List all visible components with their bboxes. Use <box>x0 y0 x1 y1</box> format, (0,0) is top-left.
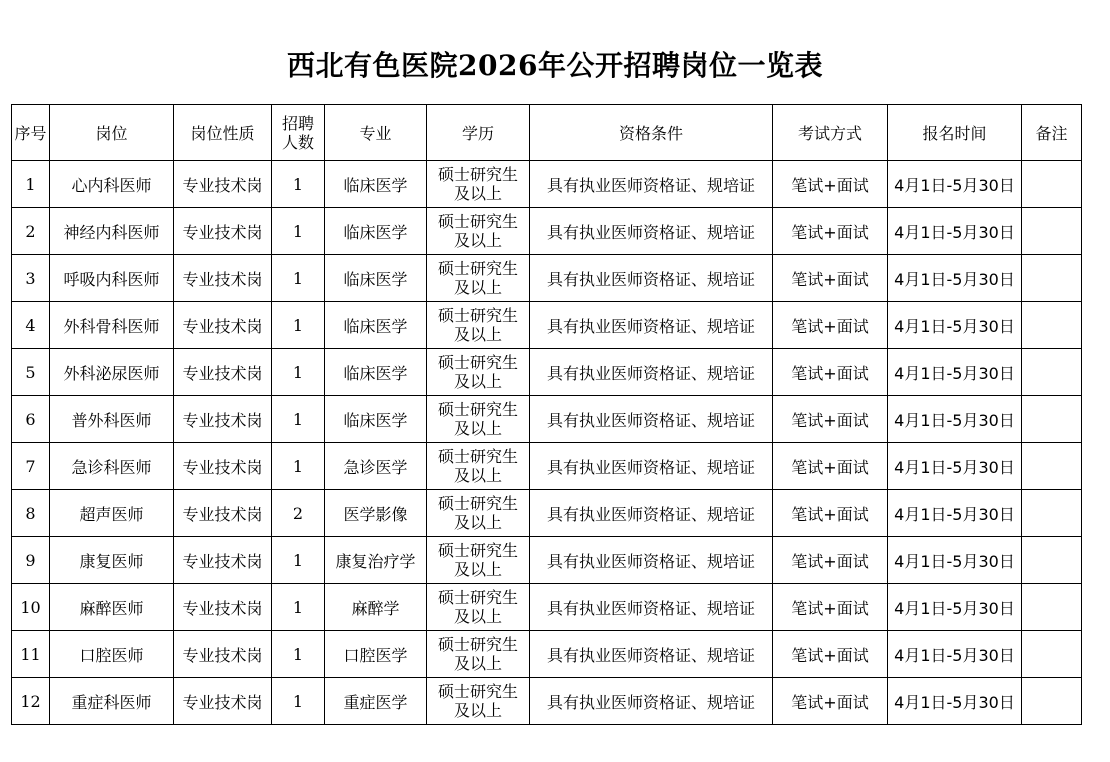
cell-education-line2: 及以上 <box>453 372 502 391</box>
cell-education-line1: 硕士研究生 <box>437 165 518 184</box>
cell-education <box>427 396 530 443</box>
cell-major: 康复治疗学 <box>325 537 427 584</box>
cell-major: 临床医学 <box>325 349 427 396</box>
cell-no: 10 <box>12 584 50 631</box>
cell-remarks <box>1022 443 1082 490</box>
cell-education-line1: 硕士研究生 <box>437 306 518 325</box>
cell-education-line2: 及以上 <box>453 278 502 297</box>
cell-position: 康复医师 <box>50 537 174 584</box>
cell-remarks <box>1022 631 1082 678</box>
cell-education-line2: 及以上 <box>453 560 502 579</box>
cell-registration: 4月1日-5月30日 <box>888 678 1022 725</box>
table-row <box>12 631 1082 678</box>
cell-position: 神经内科医师 <box>50 208 174 255</box>
cell-no: 5 <box>12 349 50 396</box>
cell-major: 急诊医学 <box>325 443 427 490</box>
cell-no: 1 <box>12 161 50 208</box>
table-row <box>12 678 1082 725</box>
cell-nature: 专业技术岗 <box>174 396 272 443</box>
cell-exam: 笔试+面试 <box>773 255 888 302</box>
cell-count: 1 <box>272 349 325 396</box>
header-count-line2: 人数 <box>281 132 314 152</box>
cell-education-line1: 硕士研究生 <box>437 400 518 419</box>
cell-no: 9 <box>12 537 50 584</box>
cell-position: 重症科医师 <box>50 678 174 725</box>
cell-count: 1 <box>272 537 325 584</box>
cell-education <box>427 255 530 302</box>
cell-exam: 笔试+面试 <box>773 537 888 584</box>
cell-position: 超声医师 <box>50 490 174 537</box>
cell-remarks <box>1022 396 1082 443</box>
cell-no: 4 <box>12 302 50 349</box>
cell-qualification: 具有执业医师资格证、规培证 <box>530 349 773 396</box>
cell-education <box>427 537 530 584</box>
cell-education-line2: 及以上 <box>453 513 502 532</box>
cell-nature: 专业技术岗 <box>174 537 272 584</box>
cell-education <box>427 443 530 490</box>
cell-position: 急诊科医师 <box>50 443 174 490</box>
cell-major: 临床医学 <box>325 396 427 443</box>
cell-nature: 专业技术岗 <box>174 584 272 631</box>
positions-table <box>11 104 1082 725</box>
header-registration: 报名时间 <box>888 105 1022 161</box>
cell-major: 医学影像 <box>325 490 427 537</box>
cell-education-line1: 硕士研究生 <box>437 635 518 654</box>
table-row <box>12 349 1082 396</box>
cell-education <box>427 349 530 396</box>
cell-remarks <box>1022 208 1082 255</box>
cell-education <box>427 678 530 725</box>
cell-education-line2: 及以上 <box>453 184 502 203</box>
cell-education <box>427 584 530 631</box>
cell-education-line1: 硕士研究生 <box>437 541 518 560</box>
cell-major: 麻醉学 <box>325 584 427 631</box>
cell-remarks <box>1022 349 1082 396</box>
cell-registration: 4月1日-5月30日 <box>888 302 1022 349</box>
table-header-row <box>12 105 1082 161</box>
cell-education-line1: 硕士研究生 <box>437 353 518 372</box>
cell-no: 7 <box>12 443 50 490</box>
cell-qualification: 具有执业医师资格证、规培证 <box>530 208 773 255</box>
cell-major: 临床医学 <box>325 302 427 349</box>
table-row <box>12 302 1082 349</box>
table-row <box>12 208 1082 255</box>
cell-qualification: 具有执业医师资格证、规培证 <box>530 631 773 678</box>
cell-no: 6 <box>12 396 50 443</box>
cell-registration: 4月1日-5月30日 <box>888 349 1022 396</box>
cell-nature: 专业技术岗 <box>174 631 272 678</box>
cell-qualification: 具有执业医师资格证、规培证 <box>530 161 773 208</box>
cell-remarks <box>1022 255 1082 302</box>
cell-qualification: 具有执业医师资格证、规培证 <box>530 584 773 631</box>
cell-exam: 笔试+面试 <box>773 584 888 631</box>
cell-count: 1 <box>272 584 325 631</box>
table-body <box>12 161 1082 725</box>
cell-nature: 专业技术岗 <box>174 208 272 255</box>
cell-registration: 4月1日-5月30日 <box>888 631 1022 678</box>
cell-education-line2: 及以上 <box>453 325 502 344</box>
cell-exam: 笔试+面试 <box>773 678 888 725</box>
cell-remarks <box>1022 537 1082 584</box>
table-row <box>12 490 1082 537</box>
cell-exam: 笔试+面试 <box>773 302 888 349</box>
cell-education-line2: 及以上 <box>453 231 502 250</box>
cell-education-line2: 及以上 <box>453 654 502 673</box>
cell-major: 临床医学 <box>325 255 427 302</box>
cell-major: 口腔医学 <box>325 631 427 678</box>
table-row <box>12 255 1082 302</box>
cell-nature: 专业技术岗 <box>174 302 272 349</box>
cell-registration: 4月1日-5月30日 <box>888 255 1022 302</box>
cell-education <box>427 208 530 255</box>
cell-qualification: 具有执业医师资格证、规培证 <box>530 302 773 349</box>
cell-qualification: 具有执业医师资格证、规培证 <box>530 490 773 537</box>
cell-position: 麻醉医师 <box>50 584 174 631</box>
cell-position: 口腔医师 <box>50 631 174 678</box>
cell-registration: 4月1日-5月30日 <box>888 584 1022 631</box>
cell-nature: 专业技术岗 <box>174 678 272 725</box>
table-row <box>12 396 1082 443</box>
cell-exam: 笔试+面试 <box>773 490 888 537</box>
cell-count: 1 <box>272 255 325 302</box>
cell-education-line1: 硕士研究生 <box>437 259 518 278</box>
cell-registration: 4月1日-5月30日 <box>888 396 1022 443</box>
header-no: 序号 <box>12 105 50 161</box>
table-row <box>12 584 1082 631</box>
header-count-line1: 招聘 <box>281 113 314 133</box>
cell-registration: 4月1日-5月30日 <box>888 208 1022 255</box>
cell-nature: 专业技术岗 <box>174 443 272 490</box>
cell-registration: 4月1日-5月30日 <box>888 537 1022 584</box>
cell-exam: 笔试+面试 <box>773 396 888 443</box>
cell-major: 临床医学 <box>325 161 427 208</box>
header-major: 专业 <box>325 105 427 161</box>
cell-education-line1: 硕士研究生 <box>437 212 518 231</box>
table-row <box>12 161 1082 208</box>
cell-remarks <box>1022 490 1082 537</box>
cell-education-line2: 及以上 <box>453 701 502 720</box>
header-remarks: 备注 <box>1022 105 1082 161</box>
cell-exam: 笔试+面试 <box>773 349 888 396</box>
cell-no: 2 <box>12 208 50 255</box>
header-qualification: 资格条件 <box>530 105 773 161</box>
cell-major: 重症医学 <box>325 678 427 725</box>
cell-education <box>427 490 530 537</box>
cell-remarks <box>1022 678 1082 725</box>
cell-no: 3 <box>12 255 50 302</box>
cell-position: 呼吸内科医师 <box>50 255 174 302</box>
cell-qualification: 具有执业医师资格证、规培证 <box>530 678 773 725</box>
cell-count: 1 <box>272 443 325 490</box>
cell-count: 1 <box>272 396 325 443</box>
cell-education-line1: 硕士研究生 <box>437 447 518 466</box>
header-count <box>272 105 325 161</box>
cell-registration: 4月1日-5月30日 <box>888 161 1022 208</box>
cell-remarks <box>1022 584 1082 631</box>
cell-position: 外科泌尿医师 <box>50 349 174 396</box>
cell-position: 心内科医师 <box>50 161 174 208</box>
cell-position: 外科骨科医师 <box>50 302 174 349</box>
header-exam: 考试方式 <box>773 105 888 161</box>
header-position: 岗位 <box>50 105 174 161</box>
cell-major: 临床医学 <box>325 208 427 255</box>
cell-education <box>427 161 530 208</box>
cell-qualification: 具有执业医师资格证、规培证 <box>530 537 773 584</box>
cell-no: 11 <box>12 631 50 678</box>
cell-count: 1 <box>272 631 325 678</box>
cell-nature: 专业技术岗 <box>174 349 272 396</box>
cell-education-line1: 硕士研究生 <box>437 588 518 607</box>
cell-remarks <box>1022 302 1082 349</box>
table-row <box>12 537 1082 584</box>
header-education: 学历 <box>427 105 530 161</box>
cell-count: 1 <box>272 208 325 255</box>
cell-education-line2: 及以上 <box>453 419 502 438</box>
document-title: 西北有色医院2026年公开招聘岗位一览表 <box>287 49 823 82</box>
cell-education-line2: 及以上 <box>453 466 502 485</box>
cell-education-line1: 硕士研究生 <box>437 682 518 701</box>
cell-remarks <box>1022 161 1082 208</box>
cell-no: 8 <box>12 490 50 537</box>
table-row <box>12 443 1082 490</box>
cell-qualification: 具有执业医师资格证、规培证 <box>530 255 773 302</box>
cell-count: 1 <box>272 161 325 208</box>
cell-qualification: 具有执业医师资格证、规培证 <box>530 396 773 443</box>
cell-education-line2: 及以上 <box>453 607 502 626</box>
cell-registration: 4月1日-5月30日 <box>888 490 1022 537</box>
cell-exam: 笔试+面试 <box>773 443 888 490</box>
cell-registration: 4月1日-5月30日 <box>888 443 1022 490</box>
cell-count: 1 <box>272 678 325 725</box>
cell-count: 1 <box>272 302 325 349</box>
cell-count: 2 <box>272 490 325 537</box>
cell-exam: 笔试+面试 <box>773 631 888 678</box>
cell-education <box>427 302 530 349</box>
cell-position: 普外科医师 <box>50 396 174 443</box>
cell-exam: 笔试+面试 <box>773 161 888 208</box>
cell-education <box>427 631 530 678</box>
cell-nature: 专业技术岗 <box>174 490 272 537</box>
header-nature: 岗位性质 <box>174 105 272 161</box>
cell-nature: 专业技术岗 <box>174 161 272 208</box>
cell-nature: 专业技术岗 <box>174 255 272 302</box>
cell-no: 12 <box>12 678 50 725</box>
cell-exam: 笔试+面试 <box>773 208 888 255</box>
cell-qualification: 具有执业医师资格证、规培证 <box>530 443 773 490</box>
cell-education-line1: 硕士研究生 <box>437 494 518 513</box>
